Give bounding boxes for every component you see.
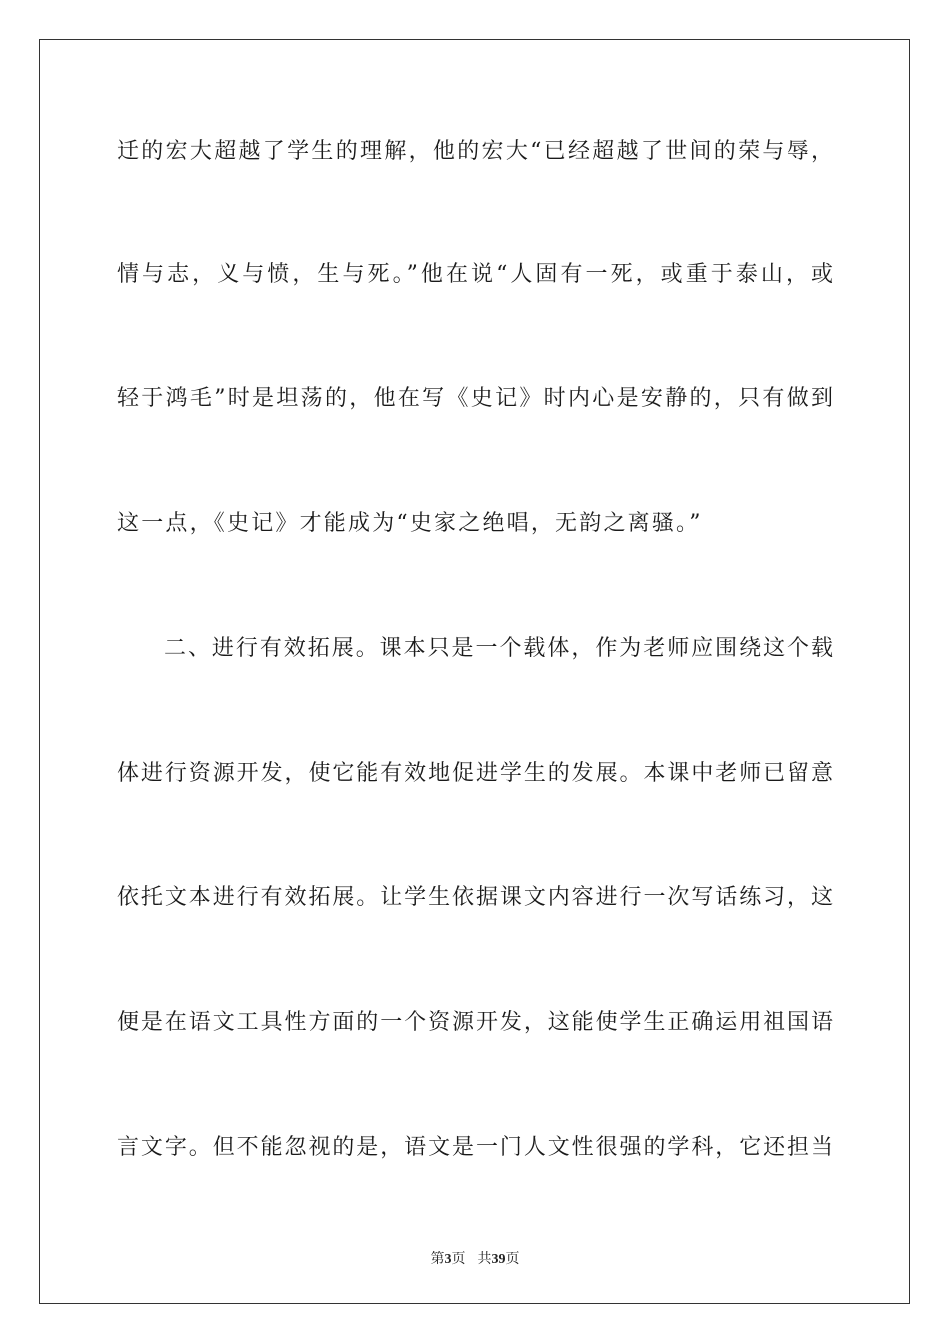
text-line: 轻于鸿毛”时是坦荡的，他在写《史记》时内心是安静的，只有做到 xyxy=(117,386,833,411)
text-line: 依托文本进行有效拓展。让学生依据课文内容进行一次写话练习，这 xyxy=(117,885,833,910)
total-pages: 39 xyxy=(491,1252,506,1267)
page-footer xyxy=(0,1250,950,1269)
text-line: 二、进行有效拓展。课本只是一个载体，作为老师应围绕这个载 xyxy=(164,636,833,661)
text-line: 迁的宏大超越了学生的理解，他的宏大“已经超越了世间的荣与辱， xyxy=(117,139,833,164)
total-suffix: 页 xyxy=(505,1251,520,1267)
page-border xyxy=(39,39,910,1304)
page-suffix: 页 xyxy=(451,1251,466,1267)
page-number: 3 xyxy=(444,1252,452,1267)
text-line: 便是在语文工具性方面的一个资源开发，这能使学生正确运用祖国语 xyxy=(117,1010,833,1035)
text-line: 这一点，《史记》才能成为“史家之绝唱，无韵之离骚。” xyxy=(117,511,703,536)
total-prefix: 共 xyxy=(477,1251,492,1267)
text-line: 体进行资源开发，使它能有效地促进学生的发展。本课中老师已留意 xyxy=(117,761,833,786)
page-prefix: 第 xyxy=(430,1251,445,1267)
text-line: 言文字。但不能忽视的是，语文是一门人文性很强的学科，它还担当 xyxy=(117,1135,833,1160)
text-line: 情与志，义与愤，生与死。”他在说“人固有一死，或重于泰山，或 xyxy=(117,262,833,287)
